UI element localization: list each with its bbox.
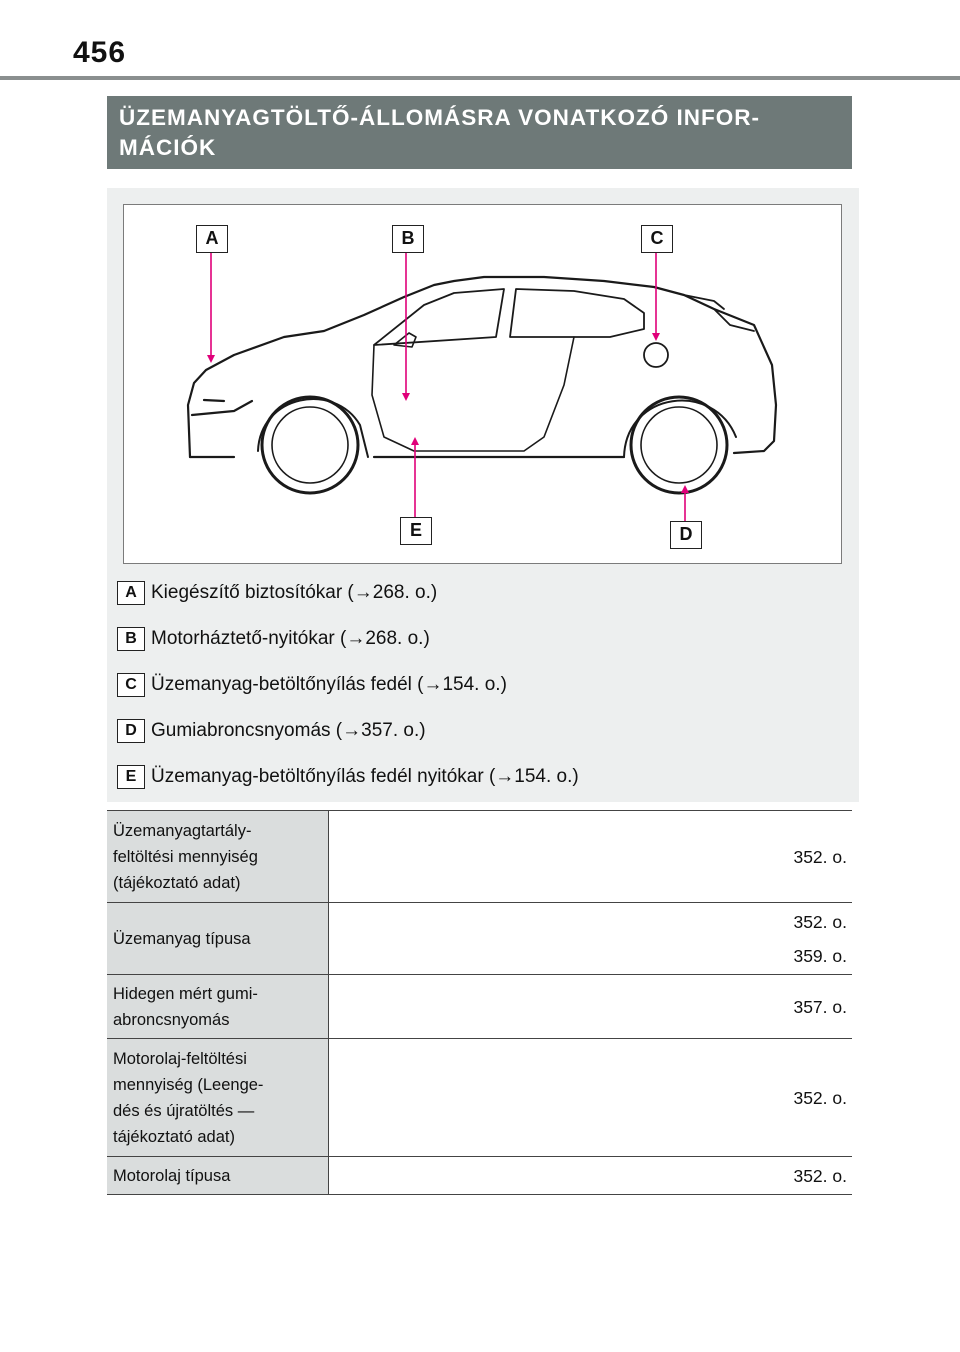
- callout-a: A: [196, 225, 228, 253]
- car-window-front: [374, 289, 504, 345]
- page-reference: 352. o.: [793, 1087, 847, 1108]
- car-front-bumper: [190, 400, 252, 457]
- rear-wheel-rim: [641, 407, 717, 483]
- table-row-value: [329, 975, 853, 1039]
- page-reference: 352. o.: [793, 846, 847, 867]
- front-wheel-rim: [272, 407, 348, 483]
- label-line: Motorolaj-feltöltési: [113, 1049, 247, 1068]
- table-row: [107, 811, 852, 903]
- car-door-line: [372, 337, 574, 451]
- car-body-outline: [188, 277, 776, 457]
- fuel-filler-door: [644, 343, 668, 367]
- car-window-rear: [510, 289, 644, 337]
- table-row-value: [329, 811, 853, 903]
- label-line: mennyiség (Leenge-: [113, 1075, 264, 1094]
- label-line: (tájékoztató adat): [113, 873, 241, 892]
- front-wheel-tire: [262, 397, 358, 493]
- label-line: Üzemanyag típusa: [113, 929, 251, 948]
- table-row-value: [329, 903, 853, 975]
- label-line: dés és újratöltés —: [113, 1101, 255, 1120]
- leader-arrow-c: [652, 333, 660, 341]
- callout-c: C: [641, 225, 673, 253]
- legend-badge-c: C: [117, 673, 145, 697]
- table-row-value: [329, 1157, 853, 1195]
- page-reference: 352. o.: [793, 911, 847, 932]
- label-line: Hidegen mért gumi-: [113, 984, 258, 1003]
- label-line: feltöltési mennyiség: [113, 847, 258, 866]
- table-row: [107, 1039, 852, 1157]
- leader-arrow-a: [207, 355, 215, 363]
- rear-wheel-tire: [631, 397, 727, 493]
- page-reference: 357. o.: [793, 996, 847, 1017]
- table-row: [107, 1157, 852, 1195]
- legend-badge-b: B: [117, 627, 145, 651]
- callout-b: B: [392, 225, 424, 253]
- legend-text-d: Gumiabroncsnyomás (→357. o.): [151, 720, 426, 741]
- legend-text-b: Motorháztető-nyitókar (→268. o.): [151, 628, 430, 649]
- header-rule: [0, 76, 960, 80]
- car-side-view-drawing: [124, 205, 843, 565]
- table-row-label: [107, 1039, 329, 1157]
- legend-text-c: Üzemanyag-betöltőnyílás fedél (→154. o.): [151, 674, 507, 695]
- callout-d: D: [670, 521, 702, 549]
- table-row-label: [107, 903, 329, 975]
- table-row: [107, 975, 852, 1039]
- legend-badge-e: E: [117, 765, 145, 789]
- leader-arrow-e: [411, 437, 419, 445]
- section-title: [107, 96, 852, 169]
- legend-text-e: Üzemanyag-betöltőnyílás fedél nyitókar (→154. o.): [151, 766, 579, 787]
- car-mirror: [394, 333, 416, 347]
- label-line: Üzemanyagtartály-: [113, 821, 252, 840]
- leader-arrow-b: [402, 393, 410, 401]
- table-row-value: [329, 1039, 853, 1157]
- legend-badge-d: D: [117, 719, 145, 743]
- car-illustration: [123, 204, 842, 564]
- label-line: abroncsnyomás: [113, 1010, 230, 1029]
- section-title-line-1: ÜZEMANYAGTÖLTŐ-ÁLLOMÁSRA VONATKOZÓ INFOR-: [119, 105, 760, 130]
- page-reference: 352. o.: [793, 1165, 847, 1186]
- page-number: 456: [73, 36, 127, 69]
- label-line: Motorolaj típusa: [113, 1166, 231, 1185]
- table-row: [107, 903, 852, 975]
- callout-e: E: [400, 517, 432, 545]
- section-title-line-2: MÁCIÓK: [119, 135, 217, 160]
- label-line: tájékoztató adat): [113, 1127, 235, 1146]
- table-row-label: [107, 1157, 329, 1195]
- legend-text-a: Kiegészítő biztosítókar (→268. o.): [151, 582, 438, 603]
- info-box: [107, 188, 859, 802]
- legend-badge-a: A: [117, 581, 145, 605]
- leader-arrow-d: [681, 485, 689, 493]
- table-row-label: [107, 811, 329, 903]
- spec-reference-table: [107, 810, 852, 1195]
- page-reference: 359. o.: [793, 945, 847, 966]
- table-row-label: [107, 975, 329, 1039]
